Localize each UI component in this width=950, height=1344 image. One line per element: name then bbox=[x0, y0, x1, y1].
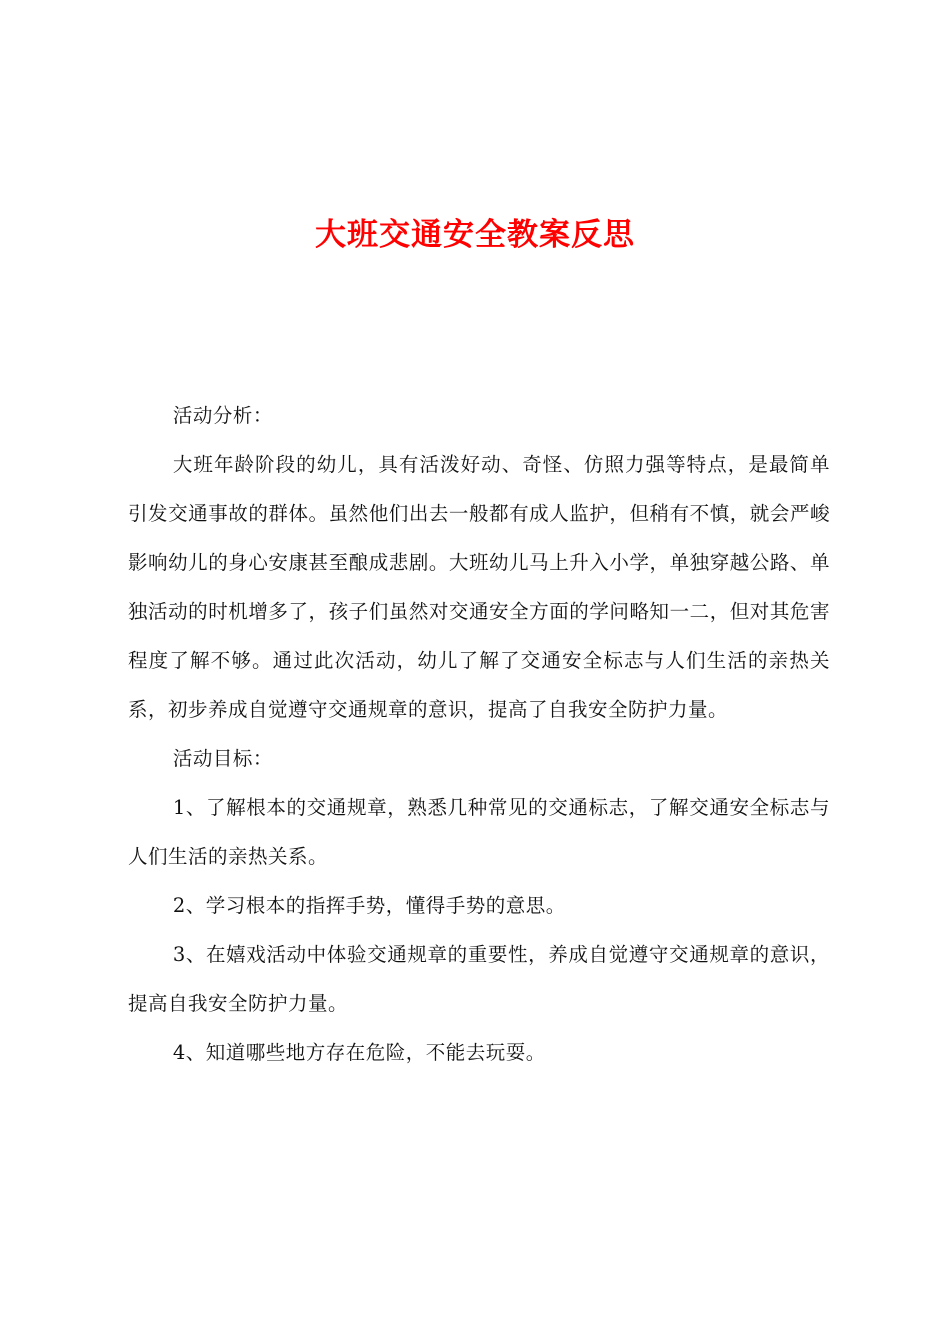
section-heading-analysis: 活动分析： bbox=[172, 404, 273, 427]
goal-item-4: 4、知道哪些地方存在危险，不能去玩耍。 bbox=[172, 1041, 546, 1064]
goal-item-1: 1、了解根本的交通规章，熟悉几种常见的交通标志，了解交通安全标志与人们生活的亲热关系。 bbox=[128, 796, 830, 868]
section-heading-goals: 活动目标： bbox=[172, 747, 273, 770]
document-title: 大班交通安全教案反思 bbox=[315, 217, 635, 253]
goal-item-2: 2、学习根本的指挥手势，懂得手势的意思。 bbox=[172, 894, 566, 917]
paragraph-analysis: 大班年龄阶段的幼儿，具有活泼好动、奇怪、仿照力强等特点，是最简单引发交通事故的群体。虽然他们出去一般都有成人监护，但稍有不慎，就会严峻影响幼儿的身心安康甚至酿成悲剧。大班幼儿马上升入小学，单独穿越公路、单独活动的时机增多了，孩子们虽然对交通安全方面的学问略知一二，但对其危害程度了解不够。通过此次活动，幼儿了解了交通安全标志与人们生活的亲热关系，初步养成自觉遵守交通规章的意识，提高了自我安全防护力量。 bbox=[128, 453, 830, 721]
document-body bbox=[128, 391, 830, 1077]
goal-item-3: 3、在嬉戏活动中体验交通规章的重要性，养成自觉遵守交通规章的意识，提高自我安全防护力量。 bbox=[128, 943, 830, 1015]
